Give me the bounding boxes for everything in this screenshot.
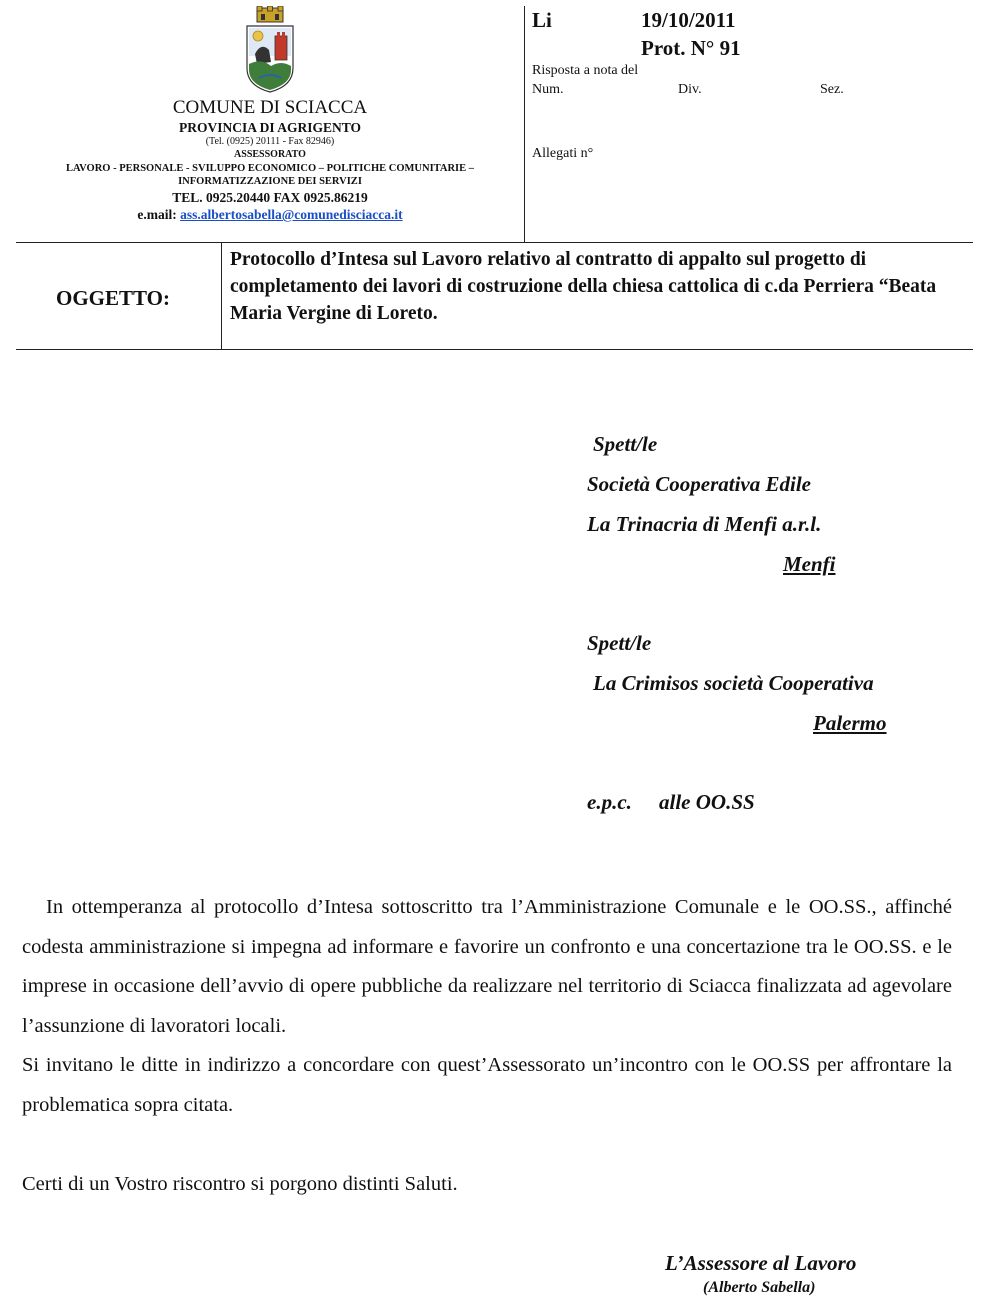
body-paragraph-3: Certi di un Vostro riscontro si porgono distinti Saluti. bbox=[22, 1172, 458, 1195]
recipient-2-salutation: Spett/le bbox=[587, 631, 652, 655]
recipient-1-city: Menfi bbox=[783, 552, 836, 576]
sez-label: Sez. bbox=[820, 82, 844, 97]
div-label: Div. bbox=[678, 82, 702, 97]
phone-fax: (Tel. (0925) 20111 - Fax 82946) bbox=[205, 136, 335, 147]
cc-label: e.p.c. bbox=[587, 790, 632, 814]
municipality-name: COMUNE DI SCIACCA bbox=[172, 97, 368, 118]
num-label: Num. bbox=[532, 82, 564, 97]
cc-recipient: alle OO.SS bbox=[659, 790, 755, 814]
recipient-2-line-1: La Crimisos società Cooperativa bbox=[593, 671, 874, 695]
signature-name: (Alberto Sabella) bbox=[703, 1279, 816, 1296]
letter-date: 19/10/2011 bbox=[641, 8, 736, 32]
email-line bbox=[20, 208, 520, 222]
email-label: e.mail: bbox=[137, 207, 177, 222]
reply-note-label: Risposta a nota del bbox=[532, 63, 639, 78]
tel-fax-line: TEL. 0925.20440 FAX 0925.86219 bbox=[172, 190, 368, 205]
subject-bottom-rule bbox=[16, 349, 973, 350]
body-paragraph-2: Si invitano le ditte in indirizzo a concordare con quest’Assessorato un’incontro con le OO.SS per affrontare la problematica sopra citata. bbox=[22, 1054, 952, 1116]
coat-of-arms-icon bbox=[241, 6, 299, 96]
subject-text: Protocollo d’Intesa sul Lavoro relativo al contratto di appalto sul progetto di completamento dei lavori di costruzione della chiesa cattolica di c.da Perriera “Beata Maria Vergine di Loreto. bbox=[230, 249, 937, 324]
office-label: ASSESSORATO bbox=[234, 149, 306, 160]
subject-divider bbox=[221, 242, 222, 350]
email-link[interactable]: ass.albertosabella@comunedisciacca.it bbox=[180, 207, 403, 222]
header-bottom-rule bbox=[16, 242, 973, 243]
departments-line-1: LAVORO - PERSONALE - SVILUPPO ECONOMICO – POLITICHE COMUNITARIE – bbox=[65, 163, 475, 174]
departments-line-2: INFORMATIZZAZIONE DEI SERVIZI bbox=[178, 176, 362, 187]
recipient-2-city: Palermo bbox=[813, 711, 887, 735]
letter-body bbox=[22, 888, 952, 1204]
recipient-1-salutation: Spett/le bbox=[593, 432, 658, 456]
place-label: Li bbox=[532, 8, 552, 32]
recipient-1-line-1: Società Cooperativa Edile bbox=[587, 472, 811, 496]
recipient-1-line-2: La Trinacria di Menfi a.r.l. bbox=[587, 512, 822, 536]
subject-label: OGGETTO: bbox=[56, 286, 170, 310]
header-divider bbox=[524, 6, 525, 242]
body-paragraph-1: In ottemperanza al protocollo d’Intesa sottoscritto tra l’Amministrazione Comunale e le OO.SS., affinché codesta amministrazione si impegna ad informare e favorire un confronto e una concertazione tra le OO.SS. e le imprese in occasione dell’avvio di opere pubbliche da realizzare nel territorio di Sciacca finalizzata ad agevolare l’assunzione di lavoratori locali. bbox=[22, 896, 952, 1037]
attachments-label: Allegati n° bbox=[532, 146, 594, 161]
province-name: PROVINCIA DI AGRIGENTO bbox=[178, 120, 362, 135]
signature-title: L’Assessore al Lavoro bbox=[665, 1251, 857, 1275]
protocol-number: Prot. N° 91 bbox=[641, 36, 741, 60]
